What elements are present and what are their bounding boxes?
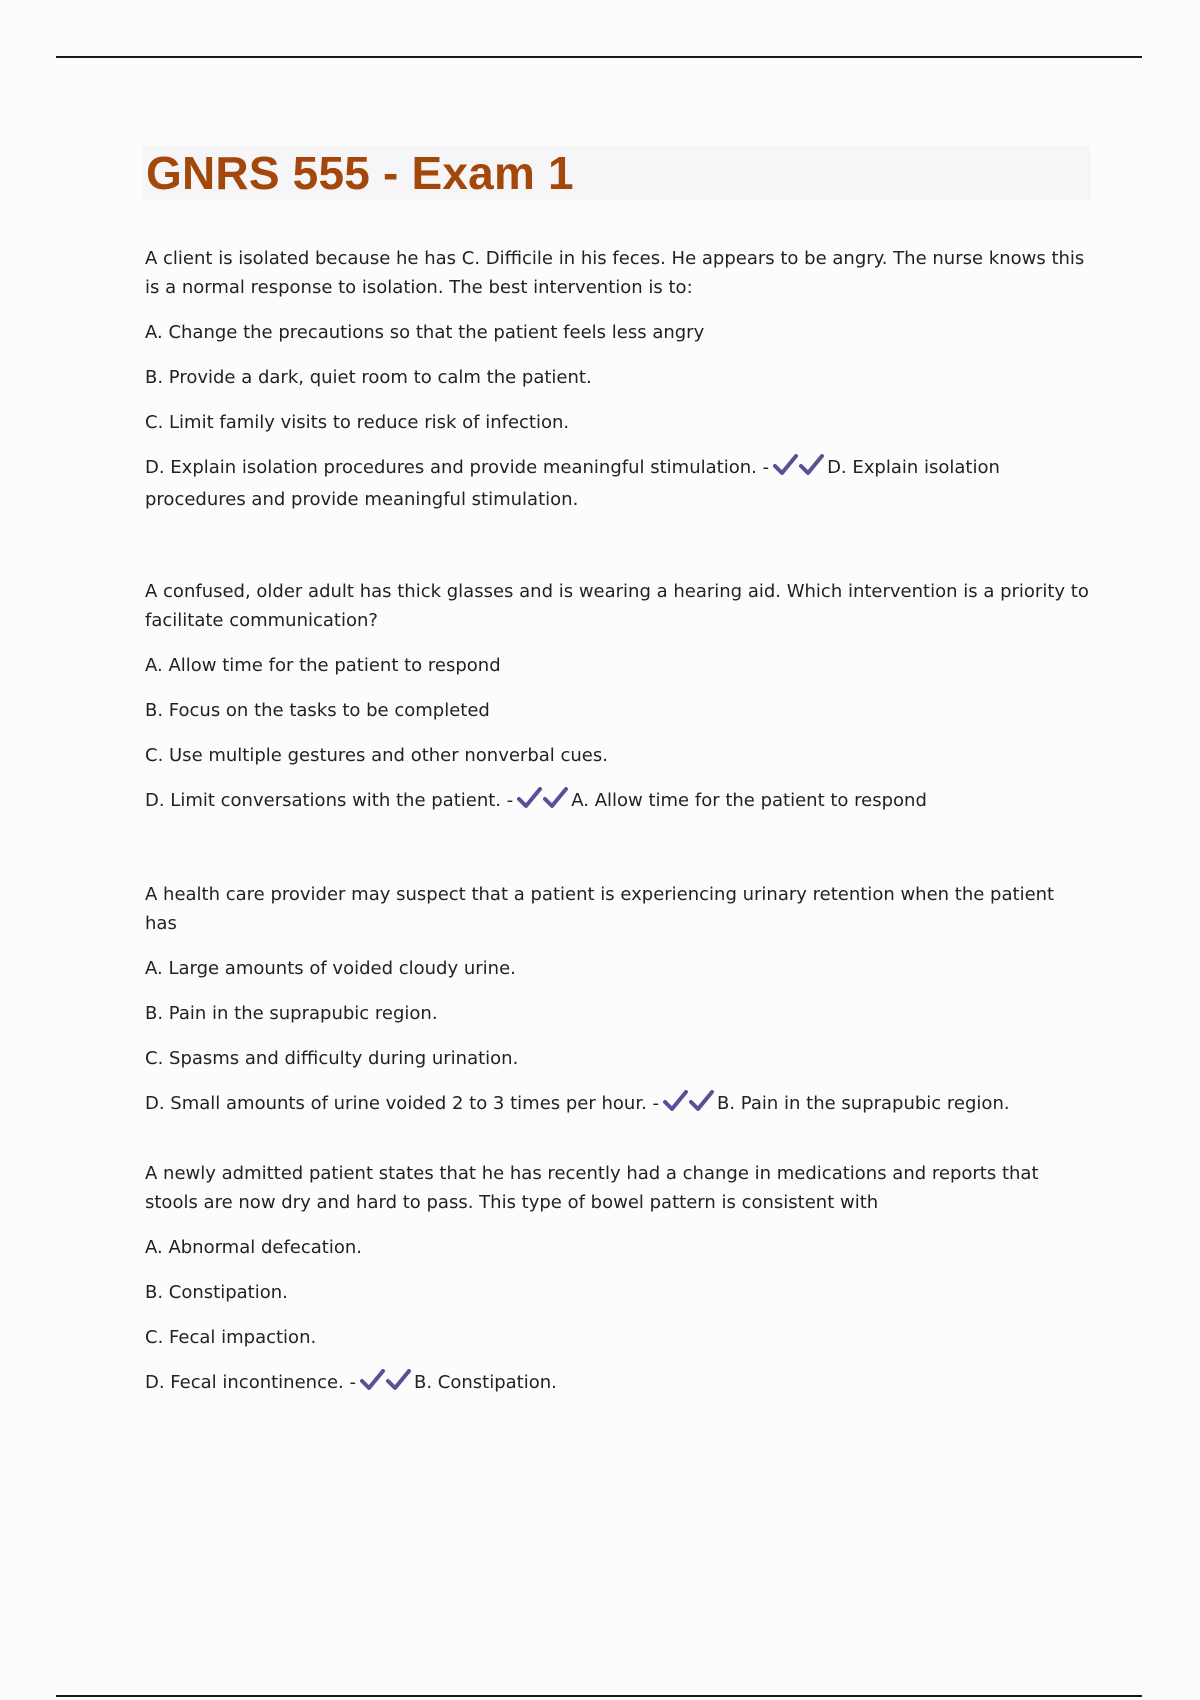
option-d-with-answer — [145, 453, 1090, 514]
option-b: B. Focus on the tasks to be completed — [145, 700, 490, 721]
option-d-with-answer — [145, 1368, 1090, 1400]
option-b: B. Provide a dark, quiet room to calm the patient. — [145, 367, 592, 388]
question-block-2 — [145, 577, 1090, 818]
answer-checkmarks — [360, 1369, 412, 1400]
question-block-3 — [145, 880, 1090, 1121]
option-c: C. Use multiple gestures and other nonverbal cues. — [145, 745, 608, 766]
answer-checkmarks — [773, 454, 825, 485]
checkmark-icon — [517, 787, 543, 809]
option-d: D. Small amounts of urine voided 2 to 3 times per hour. - — [145, 1093, 660, 1114]
option-d: D. Limit conversations with the patient. - — [145, 790, 514, 811]
option-b: B. Constipation. — [145, 1282, 288, 1303]
option-a: A. Change the precautions so that the patient feels less angry — [145, 322, 705, 343]
answer-checkmarks — [663, 1090, 715, 1121]
answer-text: B. Pain in the suprapubic region. — [717, 1093, 1010, 1114]
option-d-with-answer — [145, 786, 1090, 818]
checkmark-icon — [386, 1369, 412, 1391]
checkmark-icon — [689, 1090, 715, 1112]
option-c: C. Spasms and difficulty during urination. — [145, 1048, 519, 1069]
option-d: D. Explain isolation procedures and provide meaningful stimulation. - — [145, 457, 770, 478]
option-a: A. Abnormal defecation. — [145, 1237, 363, 1258]
answer-text: D. Explain isolation procedures and provide meaningful stimulation. — [145, 457, 1000, 510]
option-c: C. Limit family visits to reduce risk of infection. — [145, 412, 570, 433]
option-c: C. Fecal impaction. — [145, 1327, 317, 1348]
option-b: B. Pain in the suprapubic region. — [145, 1003, 438, 1024]
question-text: A newly admitted patient states that he has recently had a change in medications and reports that stools are now dry and hard to pass. This type of bowel pattern is consistent with — [145, 1163, 1039, 1213]
question-text: A confused, older adult has thick glasses and is wearing a hearing aid. Which intervention is a priority to facilitate communication? — [145, 581, 1089, 631]
top-rule — [56, 56, 1142, 58]
checkmark-icon — [773, 454, 799, 476]
answer-checkmarks — [517, 787, 569, 818]
checkmark-icon — [799, 454, 825, 476]
answer-text: B. Constipation. — [413, 1372, 557, 1393]
question-text: A health care provider may suspect that a patient is experiencing urinary retention when the patient has — [145, 884, 1055, 934]
page-title: GNRS 555 - Exam 1 — [146, 147, 574, 199]
option-a: A. Allow time for the patient to respond — [145, 655, 501, 676]
question-text: A client is isolated because he has C. Difficile in his feces. He appears to be angry. The nurse knows this is a normal response to isolation. The best intervention is to: — [145, 248, 1085, 298]
bottom-rule — [56, 1695, 1142, 1697]
checkmark-icon — [543, 787, 569, 809]
checkmark-icon — [360, 1369, 386, 1391]
question-block-4 — [145, 1159, 1090, 1400]
question-block-1 — [145, 244, 1090, 514]
answer-text: A. Allow time for the patient to respond — [571, 790, 927, 811]
option-d-with-answer — [145, 1089, 1090, 1121]
option-a: A. Large amounts of voided cloudy urine. — [145, 958, 516, 979]
option-d: D. Fecal incontinence. - — [145, 1372, 356, 1393]
checkmark-icon — [663, 1090, 689, 1112]
